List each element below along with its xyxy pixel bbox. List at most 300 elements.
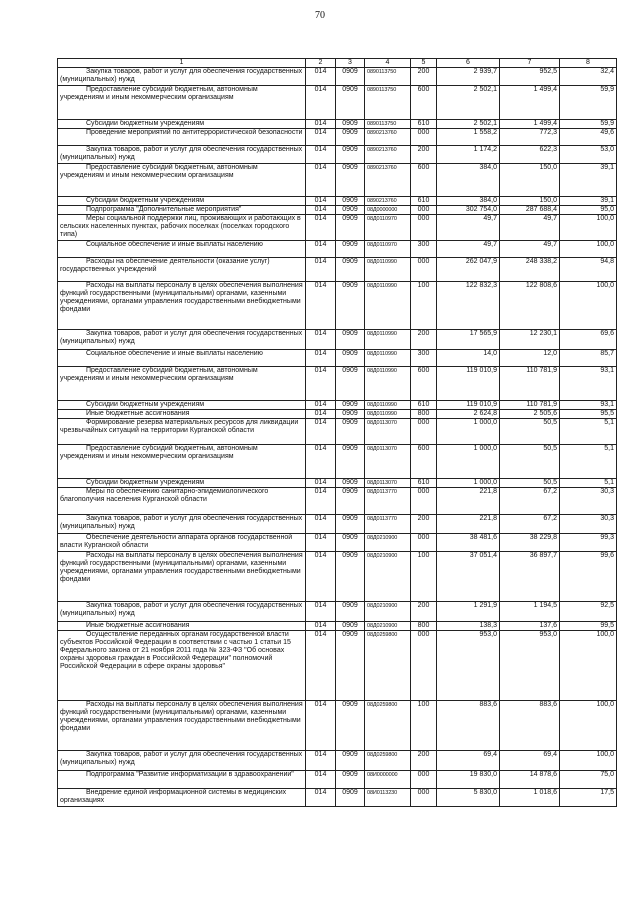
target-article-code: 08Д0000000: [365, 206, 411, 215]
execution-percent: 5,1: [560, 479, 617, 488]
row-name-cell: [58, 419, 306, 445]
target-article-code: 08Д0110990: [365, 330, 411, 350]
section-code: 0909: [336, 86, 365, 120]
section-code: 0909: [336, 197, 365, 206]
executed-amount: 150,0: [500, 197, 560, 206]
ministry-code: 014: [306, 401, 336, 410]
expense-type-code: 600: [411, 445, 437, 479]
section-code: 0909: [336, 350, 365, 367]
planned-amount: 38 481,6: [437, 534, 500, 552]
target-article-code: 08Д0110990: [365, 282, 411, 330]
section-code: 0909: [336, 488, 365, 515]
executed-amount: 883,6: [500, 701, 560, 751]
target-article-code: 0890213760: [365, 146, 411, 164]
executed-amount: 2 505,6: [500, 410, 560, 419]
table-row: [58, 789, 617, 807]
executed-amount: 137,6: [500, 622, 560, 631]
expense-type-code: 200: [411, 146, 437, 164]
execution-percent: 99,5: [560, 622, 617, 631]
expense-type-code: 300: [411, 241, 437, 258]
execution-percent: 59,9: [560, 86, 617, 120]
executed-amount: 110 781,9: [500, 401, 560, 410]
executed-amount: 67,2: [500, 515, 560, 534]
target-article-code: 08Д0210900: [365, 622, 411, 631]
ministry-code: 014: [306, 241, 336, 258]
executed-amount: 14 878,6: [500, 771, 560, 789]
planned-amount: 1 000,0: [437, 419, 500, 445]
target-article-code: 08Д0110990: [365, 410, 411, 419]
section-code: 0909: [336, 771, 365, 789]
executed-amount: 772,3: [500, 129, 560, 146]
target-article-code: 0890113750: [365, 120, 411, 129]
expense-type-code: 000: [411, 258, 437, 282]
row-name-cell: [58, 401, 306, 410]
section-code: 0909: [336, 146, 365, 164]
row-name: Предоставление субсидий бюджетным, автономным учреждениям и иным некоммерческим организациям: [60, 164, 258, 179]
expense-type-code: 610: [411, 401, 437, 410]
target-article-code: 08Д0259800: [365, 701, 411, 751]
row-name-cell: [58, 330, 306, 350]
planned-amount: 1 291,9: [437, 602, 500, 622]
section-code: 0909: [336, 602, 365, 622]
row-name-cell: [58, 215, 306, 241]
executed-amount: 1 018,6: [500, 789, 560, 807]
planned-amount: 302 754,0: [437, 206, 500, 215]
ministry-code: 014: [306, 215, 336, 241]
table-row: [58, 479, 617, 488]
row-name-cell: [58, 164, 306, 197]
ministry-code: 014: [306, 197, 336, 206]
col-header-1: 1: [58, 59, 306, 68]
table-row: [58, 206, 617, 215]
section-code: 0909: [336, 410, 365, 419]
table-row: [58, 146, 617, 164]
row-name-cell: [58, 631, 306, 701]
expense-type-code: 200: [411, 515, 437, 534]
ministry-code: 014: [306, 367, 336, 401]
executed-amount: 69,4: [500, 751, 560, 771]
expense-type-code: 610: [411, 120, 437, 129]
executed-amount: 287 688,4: [500, 206, 560, 215]
target-article-code: 08Д0259800: [365, 631, 411, 701]
table-row: [58, 419, 617, 445]
target-article-code: 0890113750: [365, 68, 411, 86]
row-name: Субсидии бюджетным учреждениям: [86, 401, 205, 408]
executed-amount: 110 781,9: [500, 367, 560, 401]
expense-type-code: 200: [411, 330, 437, 350]
planned-amount: 2 939,7: [437, 68, 500, 86]
table-row: [58, 68, 617, 86]
row-name-cell: [58, 534, 306, 552]
ministry-code: 014: [306, 146, 336, 164]
row-name: Субсидии бюджетным учреждениям: [86, 197, 205, 204]
executed-amount: 12 230,1: [500, 330, 560, 350]
row-name: Подпрограмма "Развитие информатизации в здравоохранении": [86, 771, 294, 778]
ministry-code: 014: [306, 129, 336, 146]
planned-amount: 119 010,9: [437, 367, 500, 401]
executed-amount: 49,7: [500, 241, 560, 258]
expense-type-code: 300: [411, 350, 437, 367]
col-header-7: 7: [500, 59, 560, 68]
ministry-code: 014: [306, 534, 336, 552]
table-row: [58, 86, 617, 120]
ministry-code: 014: [306, 479, 336, 488]
execution-percent: 100,0: [560, 701, 617, 751]
planned-amount: 19 830,0: [437, 771, 500, 789]
ministry-code: 014: [306, 701, 336, 751]
ministry-code: 014: [306, 552, 336, 602]
page-number: 70: [315, 10, 325, 21]
row-name: Закупка товаров, работ и услуг для обеспечения государственных (муниципальных) нужд: [60, 146, 303, 161]
ministry-code: 014: [306, 771, 336, 789]
col-header-6: 6: [437, 59, 500, 68]
execution-percent: 93,1: [560, 401, 617, 410]
execution-percent: 93,1: [560, 367, 617, 401]
row-name-cell: [58, 86, 306, 120]
expense-type-code: 000: [411, 206, 437, 215]
execution-percent: 49,6: [560, 129, 617, 146]
col-header-3: 3: [336, 59, 365, 68]
ministry-code: 014: [306, 602, 336, 622]
expense-type-code: 800: [411, 410, 437, 419]
row-name-cell: [58, 552, 306, 602]
execution-percent: 99,3: [560, 534, 617, 552]
target-article-code: 08Д0113770: [365, 488, 411, 515]
table-row: [58, 350, 617, 367]
table-row: [58, 241, 617, 258]
target-article-code: 08Д0110990: [365, 350, 411, 367]
executed-amount: 36 897,7: [500, 552, 560, 602]
row-name-cell: [58, 751, 306, 771]
executed-amount: 150,0: [500, 164, 560, 197]
table-row: [58, 631, 617, 701]
section-code: 0909: [336, 479, 365, 488]
table-row: [58, 515, 617, 534]
expense-type-code: 200: [411, 68, 437, 86]
ministry-code: 014: [306, 330, 336, 350]
row-name: Социальное обеспечение и иные выплаты населению: [86, 241, 263, 248]
table-row: [58, 701, 617, 751]
target-article-code: 08И0000000: [365, 771, 411, 789]
section-code: 0909: [336, 330, 365, 350]
section-code: 0909: [336, 534, 365, 552]
section-code: 0909: [336, 631, 365, 701]
expense-type-code: 600: [411, 367, 437, 401]
row-name: Субсидии бюджетным учреждениям: [86, 479, 205, 486]
row-name: Иные бюджетные ассигнования: [86, 622, 190, 629]
ministry-code: 014: [306, 86, 336, 120]
ministry-code: 014: [306, 419, 336, 445]
row-name: Меры по обеспечению санитарно-эпидемиологического благополучия населения Курганской области: [60, 488, 269, 503]
row-name-cell: [58, 197, 306, 206]
executed-amount: 122 808,6: [500, 282, 560, 330]
execution-percent: 94,8: [560, 258, 617, 282]
row-name: Расходы на выплаты персоналу в целях обеспечения выполнения функций государственными (муниципальными) органами, казенными учреждениями, органами управления государственными внебюджетными фондами: [60, 552, 303, 583]
section-code: 0909: [336, 622, 365, 631]
section-code: 0909: [336, 552, 365, 602]
target-article-code: 08Д0210900: [365, 534, 411, 552]
table-row: [58, 401, 617, 410]
planned-amount: 17 565,9: [437, 330, 500, 350]
execution-percent: 100,0: [560, 631, 617, 701]
executed-amount: 50,5: [500, 445, 560, 479]
section-code: 0909: [336, 68, 365, 86]
target-article-code: 08И0113230: [365, 789, 411, 807]
row-name: Внедрение единой информационной системы в медицинских организациях: [60, 789, 287, 804]
budget-table: [57, 58, 617, 807]
row-name: Иные бюджетные ассигнования: [86, 410, 190, 417]
target-article-code: 0890213760: [365, 164, 411, 197]
ministry-code: 014: [306, 282, 336, 330]
table-row: [58, 534, 617, 552]
execution-percent: 30,3: [560, 515, 617, 534]
executed-amount: 12,0: [500, 350, 560, 367]
ministry-code: 014: [306, 206, 336, 215]
row-name-cell: [58, 241, 306, 258]
table-row: [58, 602, 617, 622]
target-article-code: 08Д0113770: [365, 515, 411, 534]
execution-percent: 100,0: [560, 751, 617, 771]
planned-amount: 5 830,0: [437, 789, 500, 807]
row-name: Закупка товаров, работ и услуг для обеспечения государственных (муниципальных) нужд: [60, 751, 303, 766]
expense-type-code: 000: [411, 129, 437, 146]
expense-type-code: 800: [411, 622, 437, 631]
ministry-code: 014: [306, 622, 336, 631]
table-row: [58, 367, 617, 401]
target-article-code: 0890213760: [365, 129, 411, 146]
ministry-code: 014: [306, 164, 336, 197]
row-name-cell: [58, 479, 306, 488]
planned-amount: 221,8: [437, 515, 500, 534]
table-row: [58, 129, 617, 146]
table-row: [58, 258, 617, 282]
executed-amount: 49,7: [500, 215, 560, 241]
ministry-code: 014: [306, 445, 336, 479]
planned-amount: 14,0: [437, 350, 500, 367]
planned-amount: 221,8: [437, 488, 500, 515]
section-code: 0909: [336, 129, 365, 146]
col-header-5: 5: [411, 59, 437, 68]
executed-amount: 953,0: [500, 631, 560, 701]
planned-amount: 69,4: [437, 751, 500, 771]
execution-percent: 100,0: [560, 241, 617, 258]
executed-amount: 1 499,4: [500, 120, 560, 129]
table-row: [58, 410, 617, 419]
planned-amount: 883,6: [437, 701, 500, 751]
table-row: [58, 164, 617, 197]
target-article-code: 08Д0110990: [365, 367, 411, 401]
row-name: Предоставление субсидий бюджетным, автономным учреждениям и иным некоммерческим организациям: [60, 86, 258, 101]
table-row: [58, 445, 617, 479]
execution-percent: 92,5: [560, 602, 617, 622]
target-article-code: 08Д0110990: [365, 401, 411, 410]
ministry-code: 014: [306, 350, 336, 367]
execution-percent: 85,7: [560, 350, 617, 367]
target-article-code: 08Д0110990: [365, 258, 411, 282]
row-name: Социальное обеспечение и иные выплаты населению: [86, 350, 263, 357]
row-name: Меры социальной поддержки лиц, проживающих и работающих в сельских населенных пунктах, рабочих поселках (поселках городского типа): [60, 215, 301, 238]
section-code: 0909: [336, 164, 365, 197]
execution-percent: 30,3: [560, 488, 617, 515]
section-code: 0909: [336, 206, 365, 215]
executed-amount: 1 194,5: [500, 602, 560, 622]
row-name: Закупка товаров, работ и услуг для обеспечения государственных (муниципальных) нужд: [60, 602, 303, 617]
row-name: Проведение мероприятий по антитеррористической безопасности: [86, 129, 303, 136]
execution-percent: 17,5: [560, 789, 617, 807]
execution-percent: 75,0: [560, 771, 617, 789]
ministry-code: 014: [306, 258, 336, 282]
section-code: 0909: [336, 445, 365, 479]
execution-percent: 5,1: [560, 445, 617, 479]
ministry-code: 014: [306, 120, 336, 129]
planned-amount: 953,0: [437, 631, 500, 701]
target-article-code: 08Д0210900: [365, 602, 411, 622]
expense-type-code: 100: [411, 552, 437, 602]
row-name-cell: [58, 367, 306, 401]
expense-type-code: 200: [411, 602, 437, 622]
col-header-4: 4: [365, 59, 411, 68]
expense-type-code: 000: [411, 771, 437, 789]
planned-amount: 2 502,1: [437, 120, 500, 129]
planned-amount: 1 174,2: [437, 146, 500, 164]
execution-percent: 99,6: [560, 552, 617, 602]
executed-amount: 952,5: [500, 68, 560, 86]
target-article-code: 08Д0210900: [365, 552, 411, 602]
col-header-2: 2: [306, 59, 336, 68]
planned-amount: 119 010,9: [437, 401, 500, 410]
ministry-code: 014: [306, 68, 336, 86]
ministry-code: 014: [306, 789, 336, 807]
table-row: [58, 330, 617, 350]
target-article-code: 08Д0259800: [365, 751, 411, 771]
expense-type-code: 000: [411, 215, 437, 241]
table-row: [58, 120, 617, 129]
executed-amount: 1 499,4: [500, 86, 560, 120]
row-name: Расходы на обеспечение деятельности (оказание услуг) государственных учреждений: [60, 258, 270, 273]
ministry-code: 014: [306, 488, 336, 515]
section-code: 0909: [336, 282, 365, 330]
section-code: 0909: [336, 215, 365, 241]
table-row: [58, 751, 617, 771]
section-code: 0909: [336, 401, 365, 410]
execution-percent: 5,1: [560, 419, 617, 445]
execution-percent: 39,1: [560, 164, 617, 197]
execution-percent: 69,6: [560, 330, 617, 350]
planned-amount: 1 558,2: [437, 129, 500, 146]
section-code: 0909: [336, 789, 365, 807]
row-name-cell: [58, 258, 306, 282]
execution-percent: 59,9: [560, 120, 617, 129]
planned-amount: 49,7: [437, 215, 500, 241]
execution-percent: 100,0: [560, 282, 617, 330]
executed-amount: 248 338,2: [500, 258, 560, 282]
target-article-code: 08Д0110970: [365, 241, 411, 258]
planned-amount: 122 832,3: [437, 282, 500, 330]
executed-amount: 622,3: [500, 146, 560, 164]
section-code: 0909: [336, 241, 365, 258]
target-article-code: 0890213760: [365, 197, 411, 206]
row-name: Субсидии бюджетным учреждениям: [86, 120, 205, 127]
expense-type-code: 100: [411, 701, 437, 751]
table-row: [58, 197, 617, 206]
row-name-cell: [58, 789, 306, 807]
row-name: Закупка товаров, работ и услуг для обеспечения государственных (муниципальных) нужд: [60, 515, 303, 530]
row-name: Обеспечение деятельности аппарата органов государственной власти Курганской области: [60, 534, 293, 549]
expense-type-code: 610: [411, 197, 437, 206]
section-code: 0909: [336, 258, 365, 282]
table-row: [58, 488, 617, 515]
executed-amount: 38 229,8: [500, 534, 560, 552]
row-name: Предоставление субсидий бюджетным, автономным учреждениям и иным некоммерческим организациям: [60, 367, 258, 382]
table-header-row: [58, 59, 617, 68]
row-name: Расходы на выплаты персоналу в целях обеспечения выполнения функций государственными (муниципальными) органами, казенными учреждениями, органами управления государственными внебюджетными фондами: [60, 701, 303, 732]
target-article-code: 08Д0110970: [365, 215, 411, 241]
row-name-cell: [58, 515, 306, 534]
target-article-code: 08Д0113070: [365, 445, 411, 479]
target-article-code: 08Д0113070: [365, 419, 411, 445]
table-row: [58, 215, 617, 241]
planned-amount: 1 000,0: [437, 479, 500, 488]
row-name-cell: [58, 410, 306, 419]
section-code: 0909: [336, 120, 365, 129]
executed-amount: 67,2: [500, 488, 560, 515]
expense-type-code: 610: [411, 479, 437, 488]
row-name: Осуществление переданных органам государственной власти субъектов Российской Федерации в соответствии с частью 1 статьи 15 Федерального закона от 21 ноября 2011 года № 323-ФЗ "Об основах охраны здоровья граждан в Российской Федерации" полномочий Российской Федерации в сфере охраны здоровья": [60, 631, 291, 670]
target-article-code: 0890113750: [365, 86, 411, 120]
expense-type-code: 000: [411, 631, 437, 701]
executed-amount: 50,5: [500, 419, 560, 445]
section-code: 0909: [336, 419, 365, 445]
section-code: 0909: [336, 701, 365, 751]
row-name: Закупка товаров, работ и услуг для обеспечения государственных (муниципальных) нужд: [60, 330, 303, 345]
row-name-cell: [58, 129, 306, 146]
row-name: Предоставление субсидий бюджетным, автономным учреждениям и иным некоммерческим организациям: [60, 445, 258, 460]
expense-type-code: 600: [411, 164, 437, 197]
row-name-cell: [58, 120, 306, 129]
expense-type-code: 000: [411, 789, 437, 807]
planned-amount: 262 047,9: [437, 258, 500, 282]
target-article-code: 08Д0113070: [365, 479, 411, 488]
section-code: 0909: [336, 515, 365, 534]
section-code: 0909: [336, 751, 365, 771]
row-name-cell: [58, 206, 306, 215]
execution-percent: 95,0: [560, 206, 617, 215]
planned-amount: 384,0: [437, 197, 500, 206]
ministry-code: 014: [306, 410, 336, 419]
ministry-code: 014: [306, 751, 336, 771]
row-name-cell: [58, 602, 306, 622]
execution-percent: 100,0: [560, 215, 617, 241]
table-row: [58, 771, 617, 789]
row-name-cell: [58, 701, 306, 751]
row-name: Формирование резерва материальных ресурсов для ликвидации чрезвычайных ситуаций на территории Курганской области: [60, 419, 299, 434]
row-name-cell: [58, 68, 306, 86]
ministry-code: 014: [306, 515, 336, 534]
planned-amount: 2 624,8: [437, 410, 500, 419]
planned-amount: 37 051,4: [437, 552, 500, 602]
expense-type-code: 000: [411, 534, 437, 552]
expense-type-code: 000: [411, 488, 437, 515]
planned-amount: 1 000,0: [437, 445, 500, 479]
row-name: Расходы на выплаты персоналу в целях обеспечения выполнения функций государственными (муниципальными) органами, казенными учреждениями, органами управления государственными внебюджетными фондами: [60, 282, 303, 313]
execution-percent: 95,5: [560, 410, 617, 419]
planned-amount: 138,3: [437, 622, 500, 631]
table-row: [58, 622, 617, 631]
row-name: Закупка товаров, работ и услуг для обеспечения государственных (муниципальных) нужд: [60, 68, 303, 83]
table-body: [58, 68, 617, 807]
row-name-cell: [58, 282, 306, 330]
row-name-cell: [58, 445, 306, 479]
